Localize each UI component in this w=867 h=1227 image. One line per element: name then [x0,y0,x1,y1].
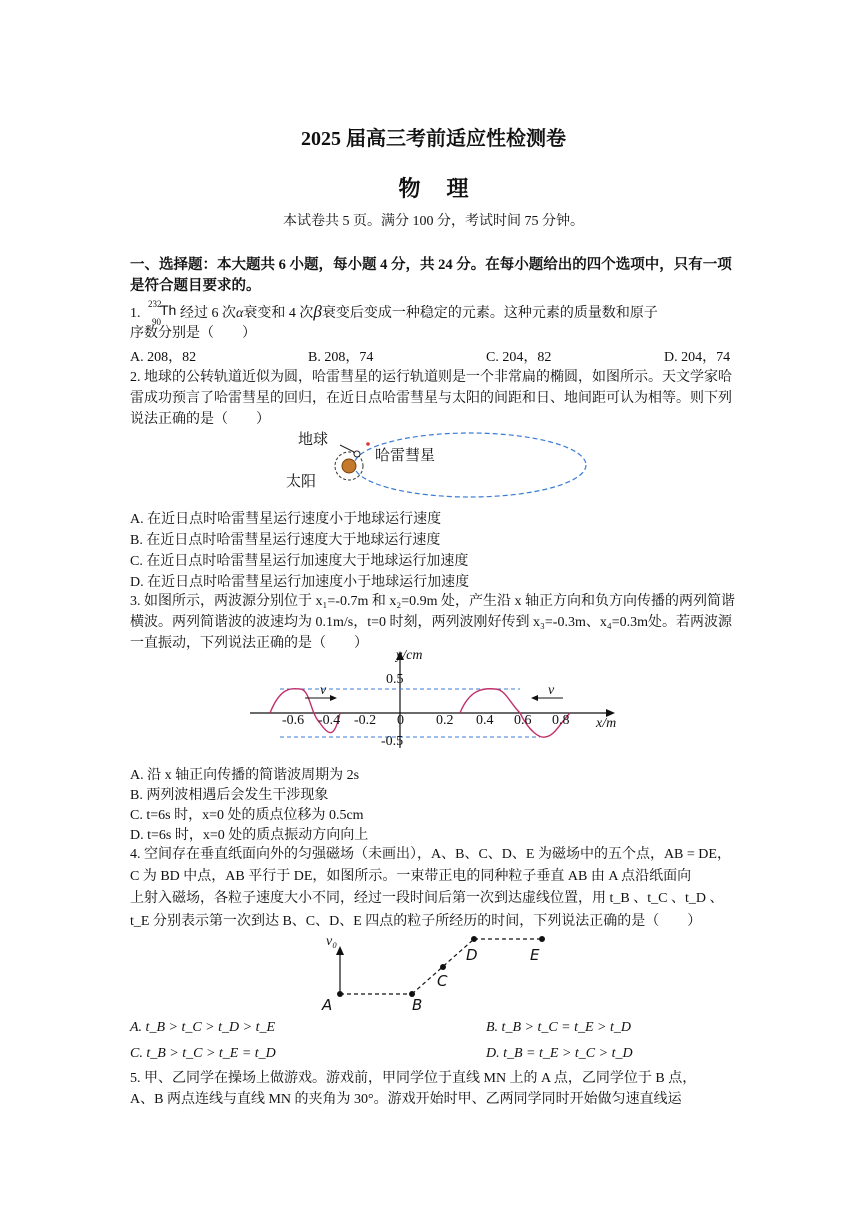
mass-number: 232 [148,299,162,309]
question-1-line2: 序数分别是（ ） [130,326,256,341]
label-a: A [322,996,333,1014]
point-a [337,991,343,997]
comet-orbit [354,433,586,497]
x-tick: 0.4 [476,713,494,728]
y-tick-pos: 0.5 [386,672,404,687]
x-tick: 0.8 [552,713,570,728]
v-right-label: v [548,683,555,698]
exam-info: 本试卷共 5 页。满分 100 分，考试时间 75 分钟。 [283,214,584,229]
x-axis-label: x/m [596,716,617,731]
sun-label: 太阳 [286,472,317,490]
question-4-line3: 上射入磁场，各粒子速度大小不同，经过一段时间后第一次到达虚线位置，用 t_B 、t_C 、t_D 、 [130,891,724,906]
atomic-number: 90 [152,317,161,327]
point-d [471,936,477,942]
q2-option-b: B. 在近日点时哈雷彗星运行速度大于地球运行速度 [130,533,441,548]
q3-option-c: C. t=6s 时，x=0 处的质点位移为 0.5cm [130,808,364,823]
v0-label: v₀ [326,934,338,949]
question-4-line4: t_E 分别表示第一次到达 B、C、D、E 四点的粒子所经历的时间，下列说法正确的是（ ） [130,914,702,929]
q2-option-a: A. 在近日点时哈雷彗星运行速度小于地球运行速度 [130,512,442,527]
x-tick: -0.2 [354,713,377,728]
question-4-line2: C 为 BD 中点，AB 平行于 DE，如图所示。一束带正电的同种粒子垂直 AB 由 A 点沿纸面向 [130,869,692,884]
q3-option-d: D. t=6s 时，x=0 处的质点振动方向向上 [130,828,369,843]
earth-label: 地球 [298,430,329,448]
v-left-label: v [320,683,327,698]
point-e [539,936,545,942]
x-tick: -0.6 [282,713,305,728]
question-5-line2: A、B 两点连线与直线 MN 的夹角为 30°。游戏开始时甲、乙两同学同时开始做匀速直线运 [130,1092,682,1107]
q3-option-b: B. 两列波相遇后会发生干涉现象 [130,788,329,803]
q1-option-b: B. 208，74 [308,350,374,365]
y-axis-label: y/cm [396,648,423,663]
q1-option-c: C. 204，82 [486,350,552,365]
q2-option-d: D. 在近日点时哈雷彗星运行加速度小于地球运行加速度 [130,575,470,590]
q1-option-a: A. 208，82 [130,350,197,365]
q2-option-c: C. 在近日点时哈雷彗星运行加速度大于地球运行加速度 [130,554,469,569]
earth-icon [354,451,360,457]
wave-figure [245,648,635,758]
question-5-line1: 5. 甲、乙同学在操场上做游戏。游戏前，甲同学位于直线 MN 上的 A 点，乙同学位于 B 点， [130,1071,697,1086]
comet-icon [366,442,370,446]
q3-option-a: A. 沿 x 轴正向传播的简谐波周期为 2s [130,768,360,783]
question-1-line1: 1. 232 90 Th 经过 6 次α衰变和 4 次β衰变后变成一种稳定的元素。这种元素的质量数和原子 [130,302,658,324]
subject-title: 物理 [398,176,495,201]
question-2-text: 2. 地球的公转轨道近似为圆，哈雷彗星的运行轨道则是一个非常扁的椭圆，如图所示。天文学家哈雷成功预言了哈雷彗星的回归，在近日点哈雷彗星与太阳的间距和日、地间距可认为相等。则下列说法正确的是（ ） [130,370,732,427]
element-symbol: Th [160,302,177,318]
y-tick-neg: -0.5 [381,734,404,749]
label-d: D [466,946,478,964]
question-4-line1: 4. 空间存在垂直纸面向外的匀强磁场（未画出），A、B、C、D、E 为磁场中的五个点，AB = DE， [130,847,731,862]
question-3-text: 3. 如图所示，两波源分别位于 x₁=-0.7m 和 x₂=0.9m 处，产生沿 x 轴正方向和负方向传播的两列简谐横波。两列简谐波的波速均为 0.1m/s，t=0 时刻，两列波刚好传到 x₃=-0.3m、x₄=0.3m处。若两波源一直振动，下列说法正确的是（ ） [130,594,735,651]
point-c [440,964,446,970]
x-tick: 0.6 [514,713,532,728]
exam-title: 2025 届高三考前适应性检测卷 [301,128,566,150]
x-tick: 0.2 [436,713,454,728]
q4-option-a: A. t_B > t_C > t_D > t_E [130,1020,276,1035]
x-tick: -0.4 [318,713,341,728]
section-heading: 一、选择题：本大题共 6 小题，每小题 4 分，共 24 分。在每小题给出的四个选项中，只有一项是符合题目要求的。 [130,257,732,294]
label-e: E [530,946,540,964]
q4-option-c: C. t_B > t_C > t_E = t_D [130,1046,276,1061]
q4-option-d: D. t_B = t_E > t_C > t_D [486,1046,633,1061]
sun-icon [342,459,356,473]
label-c: C [437,972,448,990]
x-tick: 0 [397,713,404,728]
q4-option-b: B. t_B > t_C = t_E > t_D [486,1020,632,1035]
q1-option-d: D. 204，74 [664,350,731,365]
comet-label: 哈雷彗星 [375,446,436,464]
label-b: B [412,996,423,1014]
